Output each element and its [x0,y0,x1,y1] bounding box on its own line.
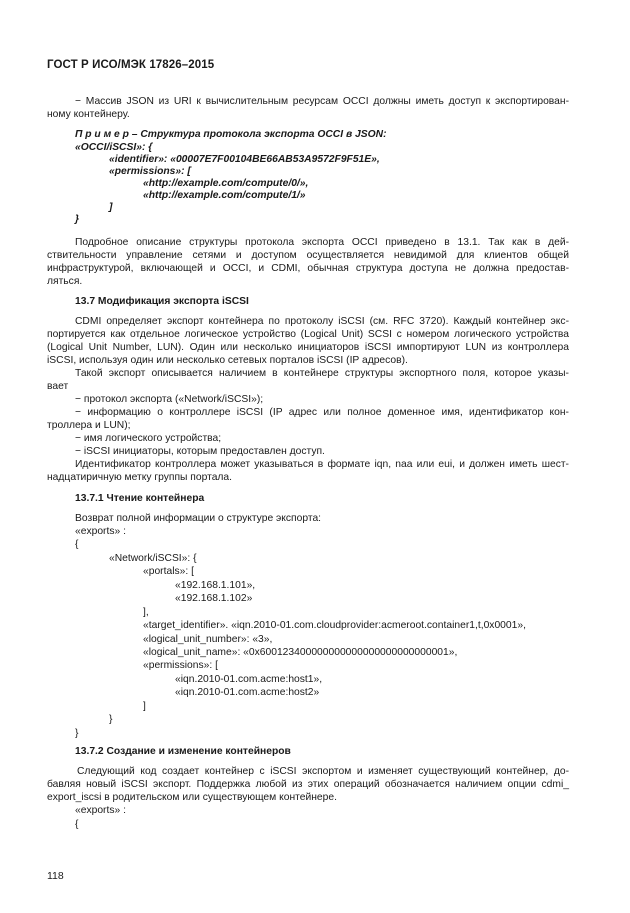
paragraph-line: Следующий код создает контейнер с iSCSI экспортом и изменяет существующий контейнер, до- [77,766,569,777]
example-code-line: «http://example.com/compute/1/» [143,190,306,201]
section-heading: 13.7 Модификация экспорта iSCSI [75,296,249,307]
list-item: − iSCSI инициаторы, которым предоставлен доступ. [75,446,325,457]
code-line: «permissions»: [ [143,660,218,671]
paragraph-line: ствительности управление сетями и доступом осуществляется невидимой для клиентов общей [47,250,569,261]
example-title: П р и м е р – Структура протокола экспорта OCCI в JSON: [75,129,387,140]
list-item: − имя логического устройства; [75,433,222,444]
code-line: { [75,539,79,550]
list-item: − информацию о контроллере iSCSI (IP адрес или полное доменное имя, идентификатор кон- [75,407,569,418]
code-line: «portals»: [ [143,566,194,577]
list-item: троллера и LUN); [47,420,131,431]
code-line: «Network/iSCSI»: { [109,553,197,564]
code-line: «192.168.1.102» [175,593,253,604]
page-header: ГОСТ Р ИСО/МЭК 17826–2015 [47,59,215,71]
paragraph-line: Подробное описание структуры протокола экспорта OCCI приведено в 13.1. Так как в дей- [75,237,569,248]
code-line: «iqn.2010-01.com.acme:host2» [175,687,320,698]
code-line: «exports» : [75,526,126,537]
list-item: − протокол экспорта («Network/iSCSI»); [75,394,264,405]
paragraph-line: Возврат полной информации о структуре экспорта: [75,513,322,524]
paragraph-line: портируется как отдельное логическое устройство (Logical Unit) SCSI с номером логического устройства [47,329,569,340]
paragraph-line: CDMI определяет экспорт контейнера по протоколу iSCSI (см. RFC 3720). Каждый контейнер экс- [75,316,569,327]
paragraph-line: вает [47,381,69,392]
code-line: «iqn.2010-01.com.acme:host1», [175,674,323,685]
example-code-line: ] [109,202,113,213]
paragraph-line: export_iscsi в родительском или существующем контейнере. [47,792,337,803]
paragraph-line: Такой экспорт описывается наличием в контейнере структуры экспортного поля, которое указы- [75,368,569,379]
paragraph-line: iSCSI, используя один или несколько сетевых порталов iSCSI (IP адресов). [47,355,408,366]
example-code-line: } [75,214,80,225]
example-code-line: «identifier»: «00007E7F00104BE66AB53A9572F9F51E», [109,154,380,165]
paragraph-line: Идентификатор контроллера может указываться в формате iqn, naa или eui, и должен иметь шест- [75,459,569,470]
bullet-line: ному контейнеру. [47,109,130,120]
paragraph-line: (Logical Unit Number, LUN). Один или несколько инициаторов iSCSI импортируют LUN из контроллера [47,342,569,353]
code-line: «logical_unit_name»: «0x600123400000000000000000000000001», [143,647,458,658]
paragraph-line: надцатиричную метку группы портала. [47,472,233,483]
code-line: «exports» : [75,805,126,816]
code-line: «target_identifier». «iqn.2010-01.com.cloudprovider:acmeroot.container1,t,0x0001», [143,620,526,631]
subsection-heading: 13.7.2 Создание и изменение контейнеров [75,746,291,757]
code-line: «logical_unit_number»: «3», [143,634,273,645]
code-line: ], [143,607,149,618]
paragraph-line: бавляя новый iSCSI экспорт. Поддержка любой из этих операций обозначается наличием опции cdmi_ [47,779,569,790]
example-code-line: «permissions»: [ [109,166,191,177]
code-line: { [75,819,79,830]
bullet-line: − Массив JSON из URI к вычислительным ресурсам OCCI должны иметь доступ к экспортирован- [75,96,569,107]
example-code-line: «OCCI/iSCSI»: { [75,142,153,153]
paragraph-line: инфраструктурой, включающей и OCCI, и CDMI, обычная структура доступа не должна предостав- [47,263,569,274]
code-line: } [75,728,79,739]
code-line: «192.168.1.101», [175,580,256,591]
example-code-line: «http://example.com/compute/0/», [143,178,309,189]
page-number: 118 [47,870,64,882]
code-line: } [109,714,113,725]
paragraph-line: ляться. [47,276,83,287]
subsection-heading: 13.7.1 Чтение контейнера [75,493,205,504]
code-line: ] [143,701,146,712]
